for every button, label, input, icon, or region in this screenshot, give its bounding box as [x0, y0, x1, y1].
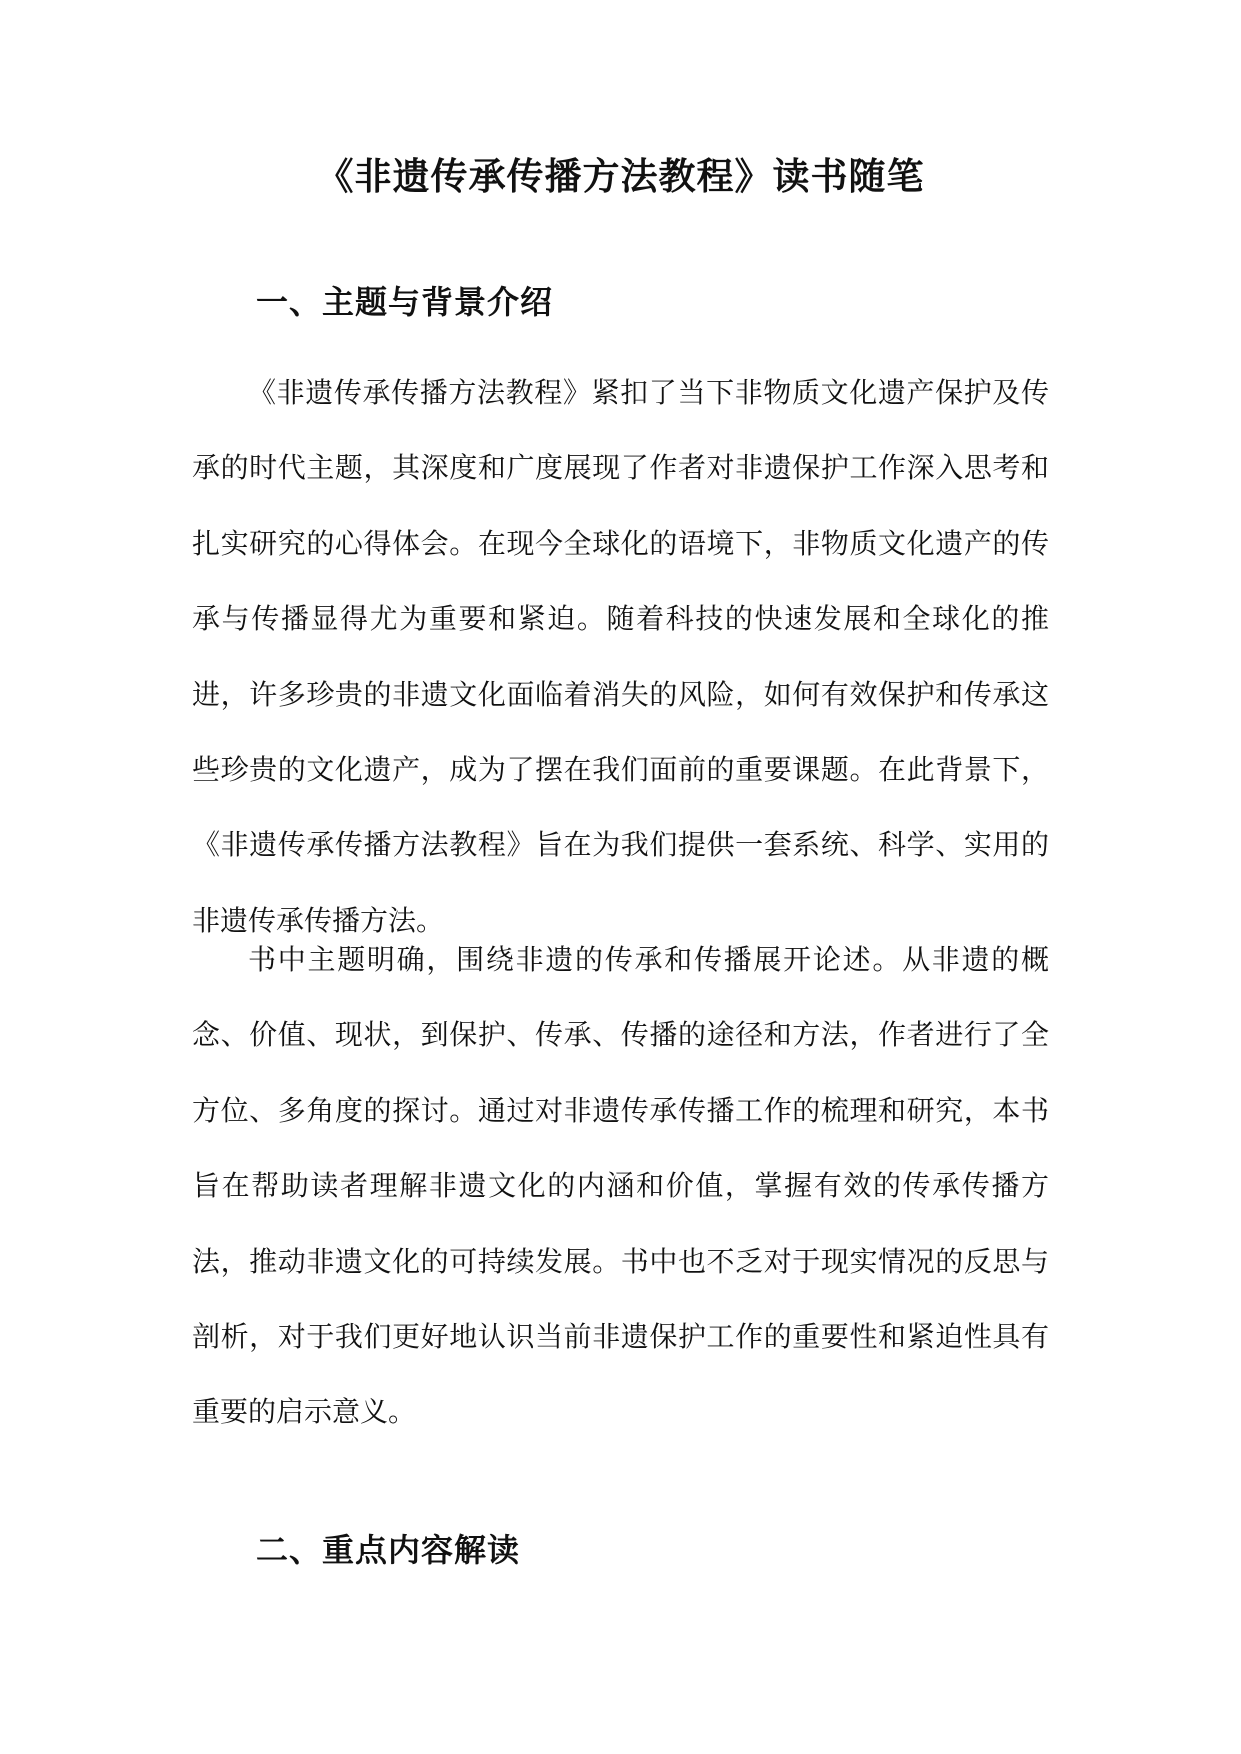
- paragraph-background-intro: 《非遗传承传播方法教程》紧扣了当下非物质文化遗产保护及传承的时代主题，其深度和广度展现了作者对非遗保护工作深入思考和扎实研究的心得体会。在现今全球化的语境下，非物质文化遗产的传承与传播显得尤为重要和紧迫。随着科技的快速发展和全球化的推进，许多珍贵的非遗文化面临着消失的风险，如何有效保护和传承这些珍贵的文化遗产，成为了摆在我们面前的重要课题。在此背景下，《非遗传承传播方法教程》旨在为我们提供一套系统、科学、实用的非遗传承传播方法。: [192, 376, 1049, 937]
- paragraph-theme-summary: 书中主题明确，围绕非遗的传承和传播展开论述。从非遗的概念、价值、现状，到保护、传承、传播的途径和方法，作者进行了全方位、多角度的探讨。通过对非遗传承传播工作的梳理和研究，本书旨在帮助读者理解非遗文化的内涵和价值，掌握有效的传承传播方法，推动非遗文化的可持续发展。书中也不乏对于现实情况的反思与剖析，对于我们更好地认识当前非遗保护工作的重要性和紧迫性具有重要的启示意义。: [192, 943, 1049, 1429]
- section-heading-background: 一、主题与背景介绍: [256, 283, 554, 321]
- section-heading-key-content: 二、重点内容解读: [256, 1531, 521, 1569]
- document-title: 《非遗传承传播方法教程》读书随笔: [316, 154, 925, 198]
